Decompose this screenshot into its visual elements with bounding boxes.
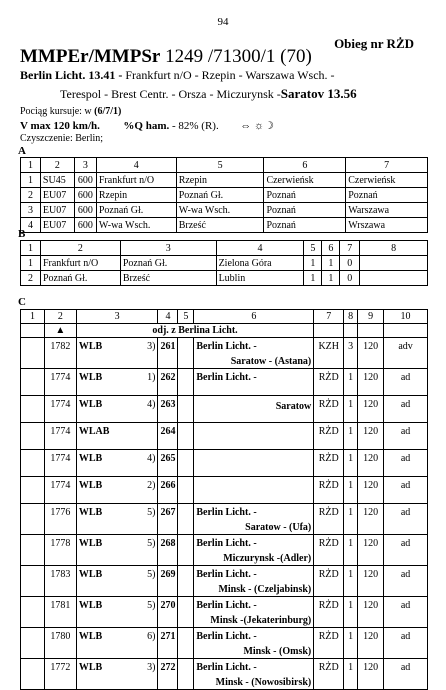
header-cell: 5 — [176, 158, 264, 173]
cell-route — [194, 628, 314, 659]
cell-number: 1774 — [44, 369, 76, 396]
car-type: WLB — [78, 600, 103, 611]
route-line-1 — [20, 68, 335, 83]
cell-car-no: 265 — [158, 450, 178, 477]
cell-number: 1780 — [44, 628, 76, 659]
table-cell: 1 — [322, 256, 340, 271]
cell-number: 1778 — [44, 535, 76, 566]
cell-car-type — [76, 659, 158, 690]
car-note: 3) — [147, 341, 156, 352]
table-cell — [21, 423, 45, 450]
cell-owner: RŻD — [314, 423, 344, 450]
route-destination: Saratov 13.56 — [280, 86, 357, 101]
table-cell — [384, 324, 428, 338]
car-type: WLB — [78, 507, 103, 518]
cell-car-no: 270 — [158, 597, 178, 628]
table-cell: 1 — [21, 256, 41, 271]
cell-car-no: 262 — [158, 369, 178, 396]
header-cell: 4 — [96, 158, 176, 173]
table-cell: Poznań Gł. — [120, 256, 216, 271]
subheader-row — [21, 324, 428, 338]
table-cell: Poznań — [264, 188, 346, 203]
table-header-row — [21, 241, 428, 256]
cell-code: ad — [384, 504, 428, 535]
table-row — [21, 628, 428, 659]
cell-class: 1 — [344, 504, 358, 535]
table-cell: 1 — [322, 271, 340, 286]
header-cell: 10 — [384, 310, 428, 324]
table-row — [21, 450, 428, 477]
cell-class: 1 — [344, 450, 358, 477]
header-cell: 6 — [322, 241, 340, 256]
cell-class: 3 — [344, 338, 358, 369]
header-cell: 4 — [216, 241, 304, 256]
car-type: WLB — [78, 631, 103, 642]
header-cell: 6 — [264, 158, 346, 173]
header-cell: 5 — [178, 310, 194, 324]
cell-owner: RŻD — [314, 597, 344, 628]
vmax-line — [20, 119, 274, 132]
table-cell — [178, 628, 194, 659]
cell-speed: 120 — [358, 597, 384, 628]
header-cell: 7 — [314, 310, 344, 324]
cell-owner: RŻD — [314, 659, 344, 690]
car-note: 2) — [147, 480, 156, 491]
cell-car-no: 268 — [158, 535, 178, 566]
qham-value: - 82% (R). — [171, 120, 219, 132]
table-cell — [21, 477, 45, 504]
table-row — [21, 659, 428, 690]
cell-code: ad — [384, 369, 428, 396]
route-line-2 — [60, 86, 357, 102]
cell-route — [194, 504, 314, 535]
table-cell: 0 — [340, 271, 360, 286]
car-type: WLB — [78, 480, 103, 491]
table-cell — [21, 535, 45, 566]
table-row — [21, 271, 428, 286]
cell-speed: 120 — [358, 423, 384, 450]
route-from: Berlin Licht. - — [196, 600, 257, 611]
cell-car-type — [76, 566, 158, 597]
table-cell — [358, 324, 384, 338]
header-cell: 8 — [360, 241, 428, 256]
car-type: WLB — [78, 372, 103, 383]
section-b-label: B — [18, 228, 26, 240]
table-cell — [178, 423, 194, 450]
cell-car-no: 266 — [158, 477, 178, 504]
table-cell — [178, 504, 194, 535]
car-type: WLAB — [78, 426, 110, 437]
cell-owner: RŻD — [314, 535, 344, 566]
cell-car-no: 267 — [158, 504, 178, 535]
table-cell: Czerwieńsk — [264, 173, 346, 188]
cell-number: 1783 — [44, 566, 76, 597]
kursuje-days: (6/7/1) — [94, 106, 122, 117]
cell-number: 1772 — [44, 659, 76, 690]
cell-code: ad — [384, 396, 428, 423]
table-cell — [360, 256, 428, 271]
cell-car-type — [76, 597, 158, 628]
table-cell: Poznań Gł. — [40, 271, 120, 286]
cell-code: ad — [384, 535, 428, 566]
table-cell — [360, 271, 428, 286]
section-a-label: A — [18, 145, 26, 157]
table-row — [21, 338, 428, 369]
car-type: WLB — [78, 569, 103, 580]
route-to: Saratow - (Astana) — [230, 356, 312, 367]
cell-route — [194, 396, 314, 423]
table-cell: Lublin — [216, 271, 304, 286]
obieg-label: Obieg nr RŻD — [334, 36, 414, 51]
cell-speed: 120 — [358, 659, 384, 690]
up-arrow-icon: ▲ — [55, 325, 66, 336]
car-note: 5) — [147, 538, 156, 549]
table-row — [21, 535, 428, 566]
cell-car-no: 261 — [158, 338, 178, 369]
cell-class: 1 — [344, 628, 358, 659]
table-cell: EU07 — [40, 218, 74, 233]
header-cell: 1 — [21, 310, 45, 324]
cell-car-type — [76, 535, 158, 566]
table-cell: Poznań — [264, 218, 346, 233]
cell-car-type — [76, 423, 158, 450]
table-header-row — [21, 310, 428, 324]
section-c-table — [20, 309, 428, 690]
table-row — [21, 597, 428, 628]
cell-class: 1 — [344, 597, 358, 628]
table-cell: EU07 — [40, 188, 74, 203]
cell-speed: 120 — [358, 628, 384, 659]
cell-route — [194, 566, 314, 597]
table-cell — [21, 597, 45, 628]
cell-owner: RŻD — [314, 628, 344, 659]
table-row — [21, 218, 428, 233]
route-from: Berlin Licht. - — [196, 662, 257, 673]
cell-number: 1774 — [44, 450, 76, 477]
table-cell: W-wa Wsch. — [176, 203, 264, 218]
cell-car-type — [76, 450, 158, 477]
route-to: Minsk - (Czeljabinsk) — [218, 584, 312, 595]
train-title — [20, 46, 312, 68]
vmax-label: V max — [20, 120, 51, 132]
route-origin: Berlin Licht. 13.41 - — [20, 68, 123, 82]
cell-speed: 120 — [358, 450, 384, 477]
table-cell — [178, 535, 194, 566]
table-cell: 2 — [21, 271, 41, 286]
cell-owner: RŻD — [314, 566, 344, 597]
table-cell: 600 — [74, 218, 96, 233]
czyszczenie: Czyszczenie: Berlin; — [20, 133, 104, 144]
header-cell: 1 — [21, 241, 41, 256]
train-code: MMPEr/MMPSr — [20, 46, 161, 67]
car-type: WLB — [78, 538, 103, 549]
route-stations-1: Frankfurt n/O - Rzepin - Warszawa Wsch. - — [125, 68, 335, 82]
table-cell: 4 — [21, 218, 41, 233]
table-cell — [21, 450, 45, 477]
cell-code: ad — [384, 477, 428, 504]
arrow-cell — [44, 324, 76, 338]
table-cell — [21, 659, 45, 690]
table-cell — [21, 628, 45, 659]
table-cell — [178, 566, 194, 597]
cell-class: 1 — [344, 423, 358, 450]
route-to: Minsk -(Jekaterinburg) — [210, 615, 312, 626]
car-note: 4) — [147, 399, 156, 410]
table-cell — [21, 504, 45, 535]
header-cell: 3 — [74, 158, 96, 173]
table-cell — [21, 369, 45, 396]
subheader-cell: odj. z Berlina Licht. — [76, 324, 313, 338]
table-cell: 3 — [21, 203, 41, 218]
table-row — [21, 369, 428, 396]
cell-number: 1774 — [44, 396, 76, 423]
header-cell: 7 — [346, 158, 428, 173]
table-cell: Frankfurt n/O — [40, 256, 120, 271]
cell-number: 1782 — [44, 338, 76, 369]
table-cell: W-wa Wsch. — [96, 218, 176, 233]
header-cell: 3 — [120, 241, 216, 256]
header-cell: 4 — [158, 310, 178, 324]
cell-owner: RŻD — [314, 477, 344, 504]
cell-owner: KZH — [314, 338, 344, 369]
cell-number: 1774 — [44, 477, 76, 504]
cell-number: 1774 — [44, 423, 76, 450]
header-cell: 2 — [44, 310, 76, 324]
table-cell: EU07 — [40, 203, 74, 218]
cell-owner: RŻD — [314, 450, 344, 477]
car-note: 5) — [147, 600, 156, 611]
table-cell: 1 — [21, 173, 41, 188]
section-a-table — [20, 157, 428, 233]
cell-number: 1776 — [44, 504, 76, 535]
route-from: Berlin Licht. - — [196, 569, 257, 580]
car-type: WLB — [78, 399, 103, 410]
table-row — [21, 173, 428, 188]
table-cell: Rzepin — [176, 173, 264, 188]
table-cell: Poznań — [346, 188, 428, 203]
route-to: Minsk - (Omsk) — [243, 646, 312, 657]
route-from: Berlin Licht. - — [196, 538, 257, 549]
table-cell: 0 — [340, 256, 360, 271]
table-cell — [178, 338, 194, 369]
table-cell — [21, 396, 45, 423]
cell-code: ad — [384, 659, 428, 690]
table-cell — [21, 324, 45, 338]
car-type: WLB — [78, 453, 103, 464]
car-type: WLB — [78, 341, 103, 352]
cell-owner: RŻD — [314, 396, 344, 423]
cell-route — [194, 338, 314, 369]
table-row — [21, 504, 428, 535]
cell-class: 1 — [344, 535, 358, 566]
car-type: WLB — [78, 662, 103, 673]
table-cell: Zielona Góra — [216, 256, 304, 271]
car-note: 5) — [147, 569, 156, 580]
table-cell: SU45 — [40, 173, 74, 188]
cell-car-no: 269 — [158, 566, 178, 597]
cell-car-type — [76, 477, 158, 504]
table-row — [21, 423, 428, 450]
header-cell: 8 — [344, 310, 358, 324]
cell-car-no: 272 — [158, 659, 178, 690]
header-cell: 2 — [40, 241, 120, 256]
cell-speed: 120 — [358, 504, 384, 535]
cell-car-no: 264 — [158, 423, 178, 450]
table-cell — [178, 450, 194, 477]
cell-speed: 120 — [358, 477, 384, 504]
table-row — [21, 203, 428, 218]
table-cell: 600 — [74, 173, 96, 188]
car-note: 1) — [147, 372, 156, 383]
table-cell: Brześć — [120, 271, 216, 286]
cell-route — [194, 597, 314, 628]
table-cell: Warszawa — [346, 203, 428, 218]
cell-code: ad — [384, 566, 428, 597]
cell-class: 1 — [344, 659, 358, 690]
route-from: Berlin Licht. - — [196, 341, 257, 352]
symbols-icon: ⇔ ☼☽ — [240, 120, 274, 132]
cell-code: adv — [384, 338, 428, 369]
route-to: Saratow - (Ufa) — [245, 522, 312, 533]
table-cell — [21, 566, 45, 597]
table-cell — [178, 396, 194, 423]
cell-speed: 120 — [358, 338, 384, 369]
cell-car-type — [76, 338, 158, 369]
car-note: 6) — [147, 631, 156, 642]
cell-car-type — [76, 396, 158, 423]
table-cell: Wrszawa — [346, 218, 428, 233]
page-number: 94 — [217, 16, 229, 28]
table-row — [21, 396, 428, 423]
cell-route — [194, 450, 314, 477]
route-from: Berlin Licht. - — [196, 507, 257, 518]
cell-class: 1 — [344, 369, 358, 396]
header-cell: 3 — [76, 310, 158, 324]
header-cell: 7 — [340, 241, 360, 256]
cell-speed: 120 — [358, 566, 384, 597]
table-cell: Frankfurt n/O — [96, 173, 176, 188]
vmax-value: 120 km/h. — [53, 120, 100, 132]
cell-owner: RŻD — [314, 504, 344, 535]
route-to: Saratow — [275, 401, 312, 412]
kursuje-line — [20, 106, 121, 117]
cell-speed: 120 — [358, 396, 384, 423]
table-header-row — [21, 158, 428, 173]
route-from: Berlin Licht. - — [196, 631, 257, 642]
cell-class: 1 — [344, 566, 358, 597]
cell-route — [194, 659, 314, 690]
cell-code: ad — [384, 423, 428, 450]
section-b-table — [20, 240, 428, 286]
section-c-label: C — [18, 296, 26, 308]
table-cell: Poznań Gł. — [96, 203, 176, 218]
table-cell: Czerwieńsk — [346, 173, 428, 188]
cell-speed: 120 — [358, 535, 384, 566]
table-cell: 1 — [304, 256, 322, 271]
cell-code: ad — [384, 628, 428, 659]
table-cell — [344, 324, 358, 338]
table-row — [21, 477, 428, 504]
table-row — [21, 188, 428, 203]
table-row — [21, 566, 428, 597]
table-cell — [178, 597, 194, 628]
cell-owner: RŻD — [314, 369, 344, 396]
route-stations-2: Terespol - Brest Centr. - Orsza - Miczurynsk - — [60, 87, 281, 101]
cell-car-no: 263 — [158, 396, 178, 423]
header-cell: 9 — [358, 310, 384, 324]
cell-class: 1 — [344, 396, 358, 423]
table-cell: Poznań Gł. — [176, 188, 264, 203]
car-note: 4) — [147, 453, 156, 464]
car-note: 5) — [147, 507, 156, 518]
cell-route — [194, 535, 314, 566]
table-cell — [178, 477, 194, 504]
cell-route — [194, 369, 314, 396]
table-cell — [178, 659, 194, 690]
route-to: Minsk - (Nowosibirsk) — [215, 677, 312, 688]
cell-car-type — [76, 628, 158, 659]
table-cell: Rzepin — [96, 188, 176, 203]
cell-car-type — [76, 504, 158, 535]
table-cell — [178, 369, 194, 396]
table-cell: Brześć — [176, 218, 264, 233]
cell-number: 1781 — [44, 597, 76, 628]
header-cell: 6 — [194, 310, 314, 324]
table-cell: 600 — [74, 188, 96, 203]
header-cell: 5 — [304, 241, 322, 256]
table-cell: 600 — [74, 203, 96, 218]
table-cell: 2 — [21, 188, 41, 203]
train-numbers: 1249 /71300/1 (70) — [165, 46, 312, 67]
cell-code: ad — [384, 597, 428, 628]
table-cell — [21, 338, 45, 369]
route-from: Berlin Licht. - — [196, 372, 257, 383]
qham-label: %Q ham. — [123, 120, 170, 132]
header-cell: 2 — [40, 158, 74, 173]
route-to: Miczurynsk -(Adler) — [223, 553, 312, 564]
cell-car-no: 271 — [158, 628, 178, 659]
kursuje-label: Pociąg kursuje: w — [20, 106, 92, 117]
cell-class: 1 — [344, 477, 358, 504]
table-cell: Poznań — [264, 203, 346, 218]
table-cell — [314, 324, 344, 338]
cell-speed: 120 — [358, 369, 384, 396]
cell-car-type — [76, 369, 158, 396]
cell-route — [194, 477, 314, 504]
cell-code: ad — [384, 450, 428, 477]
cell-route — [194, 423, 314, 450]
table-cell: 1 — [304, 271, 322, 286]
table-row — [21, 256, 428, 271]
header-cell: 1 — [21, 158, 41, 173]
car-note: 3) — [147, 662, 156, 673]
